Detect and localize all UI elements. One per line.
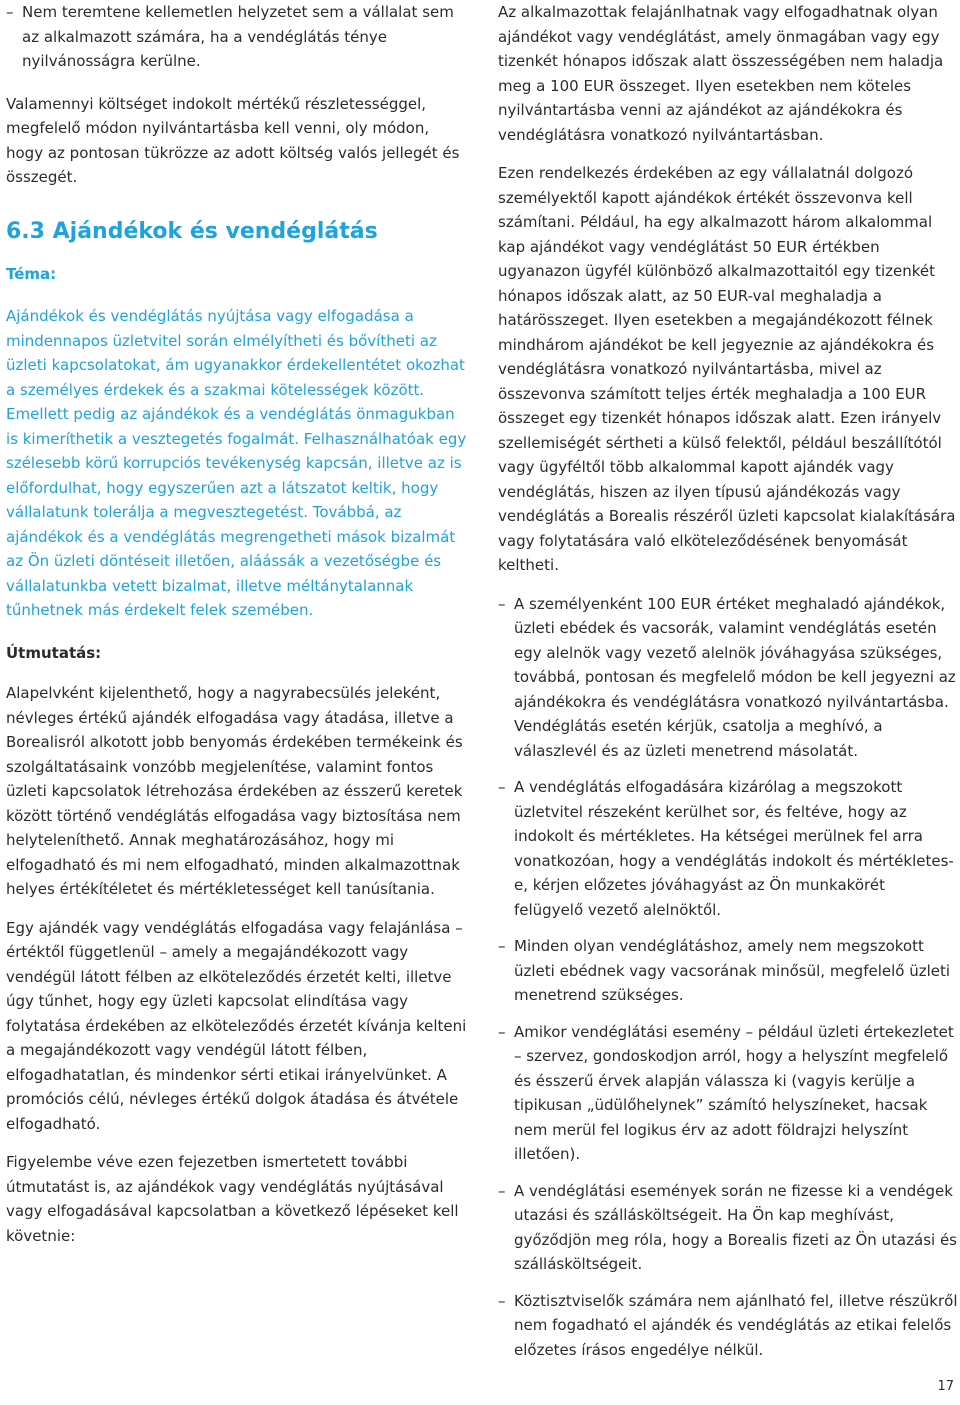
bullet-dash: – [498, 937, 506, 955]
list-item [498, 1289, 958, 1363]
list-item [498, 934, 958, 1008]
list-item-text: Köztisztviselők számára nem ajánlható fel, illetve részükről nem fogadható el ajándék és vendéglátás az etikai felelős előzetes írásos engedélye nélkül. [514, 1291, 958, 1359]
allowance-paragraph: Az alkalmazottak felajánlhatnak vagy elfogadhatnak olyan ajándékot vagy vendéglátást, amely önmagában vagy egy tizenkét hónapos időszak alatt összességében nem haladja meg a 100 EUR összeget. Ilyen esetekben nem köteles nyilvántartásba venni az ajándékot az ajándékokra és vendéglátásra vonatkozó nyilvántartásban. [498, 3, 944, 144]
intro-bullet [6, 0, 468, 74]
bullet-dash: – [498, 1181, 506, 1200]
right-column [498, 0, 958, 1374]
bullet-dash: – [498, 778, 506, 796]
left-column [6, 0, 468, 1262]
list-item-text: A vendéglátás elfogadására kizárólag a megszokott üzletvitel részeként kerülhet sor, és feltéve, hogy az indokolt és mértékletes. Ha kétségei merülnek fel arra vonatkozóan, hogy a vendéglátás indokolt és mértékletes-e, kérjen előzetes jóváhagyást az Ön munkakörét felügyelő vezető alelnöktől. [514, 778, 954, 919]
list-item [498, 1179, 958, 1277]
intro-bullet-text: Nem teremtene kellemetlen helyzetet sem a vállalat sem az alkalmazott számára, ha a vendéglátás ténye nyilvánosságra kerülne. [22, 3, 454, 70]
cost-record-paragraph: Valamennyi költséget indokolt mértékű részletességgel, megfelelő módon nyilvántartásba kell venni, oly módon, hogy az pontosan tükrözze az adott költség valós jellegét és összegét. [6, 94, 460, 186]
topic-paragraph: Ajándékok és vendéglátás nyújtása vagy elfogadása a mindennapos üzletvitel során elmélyítheti és bővítheti az üzleti kapcsolatokat, ám ugyanakkor érdekellentétet okozhat a személyes érdekek és a szakmai kötelességek között. Emellett pedig az ajándékok és a vendéglátás önmagukban is kimeríthetik a vesztegetés fogalmát. Felhasználhatóak egy szélesebb körű korrupciós tevékenység kapcsán, illetve az is előfordulhat, hogy egyszerűen azt a látszatot keltik, hogy vállalatunk tolerálja a megvesztegetést. Továbbá, az ajándékok és a vendéglátás megrengetheti mások bizalmát az Ön üzleti döntéseit illetően, aláássák a vezetőségbe és vállalatunkba vetett bizalmat, illetve méltánytalannak tűnhetnek más érdekelt felek szemében. [6, 307, 467, 619]
list-item-text: A vendéglátási események során ne fizesse ki a vendégek utazási és szállásköltségeit. Ha Ön kap meghívást, győződjön meg róla, hogy a Borealis fizeti az Ön utazási és szállásköltségeit. [514, 1181, 957, 1273]
bullet-dash: – [498, 1022, 506, 1041]
list-item [498, 1020, 958, 1167]
aggregation-paragraph: Ezen rendelkezés érdekében az egy vállalatnál dolgozó személyektől kapott ajándékok értékét összevonva kell számítani. Például, ha egy alkalmazott három alkalommal kap ajándékot vagy vendéglátást 50 EUR értékben ugyanazon ügyfél különböző alkalmazottaitól egy tizenkét hónapos időszak alatt, az 50 EUR-val meghaladja a határösszeget. Ilyen esetekben a megajándékozott félnek mindhárom ajándékot be kell jegyeznie az ajándékokra és vendéglátásra vonatkozó nyilvántartásba, mivel az összevonva számított teljes érték meghaladja a 100 EUR összeget egy tizenkét hónapos időszak alatt. Ezen irányelv szellemiségét sértheti a külső felektől, például beszállítótól vagy ügyféltől több alkalommal kapott ajándék vagy vendéglátás, hiszen az ilyen típusú ajándékozás vagy vendéglátás a Borealis részéről üzleti kapcsolat kialakítására vagy folytatására való elköteleződésének benyomását keltheti. [498, 164, 956, 574]
page-number: 17 [937, 1378, 954, 1394]
section-title: 6.3 Ajándékok és vendéglátás [6, 218, 378, 244]
guide-paragraph-2: Egy ajándék vagy vendéglátás elfogadása vagy felajánlása – értéktől függetlenül – amely a megajándékozott vagy vendégül látott félben az elköteleződés érzetét kelti, illetve úgy tűnhet, hogy egy üzleti kapcsolat elindítása vagy folytatása érdekében az elköteleződés érzetét kívánja kelteni a megajándékozott vagy vendégül látott félben, elfogadhatatlan, és mindenkor sérti etikai irányelvünket. A promóciós célú, névleges értékű dolgok átadása és átvétele elfogadható. [6, 918, 467, 1133]
bullet-dash: – [498, 594, 506, 613]
list-item-text: A személyenként 100 EUR értéket meghaladó ajándékok, üzleti ebédek és vacsorák, valamint vendéglátás esetén egy alelnök vagy vezető alelnök jóváhagyása szükséges, továbbá, pontosan és megfelelő módon be kell jegyezni az ajándékokra és vendéglátásra vonatkozó nyilvántartásba. Vendéglátás esetén kérjük, csatolja a meghívó, a válaszlevél és az üzleti menetrend másolatát. [514, 594, 956, 760]
bullet-dash: – [6, 3, 14, 21]
list-item [498, 592, 958, 764]
guide-label: Útmutatás: [6, 643, 102, 662]
topic-label: Téma: [6, 264, 57, 283]
list-item-text: Amikor vendéglátási esemény – például üzleti értekezletet – szervez, gondoskodjon arról, hogy a helyszínt megfelelő és ésszerű érvek alapján válassza ki (vagyis kerülje a tipikusan „üdülőhelynek” számító helyszíneket, hacsak nem merül fel logikus érv az adott földrajzi helyszínt illetően). [514, 1022, 954, 1163]
list-item [498, 775, 958, 922]
guide-paragraph-3: Figyelembe véve ezen fejezetben ismertetett további útmutatást is, az ajándékok vagy vendéglátás nyújtásával vagy elfogadásával kapcsolatban a következő lépéseket kell követnie: [6, 1153, 459, 1245]
list-item-text: Minden olyan vendéglátáshoz, amely nem megszokott üzleti ebédnek vagy vacsorának minősül, megfelelő üzleti menetrend szükséges. [514, 937, 951, 1004]
bullet-dash: – [498, 1291, 506, 1310]
guide-paragraph-1: Alapelvként kijelenthető, hogy a nagyrabecsülés jeleként, névleges értékű ajándék elfogadása vagy átadása, illetve a Borealisról alkotott jobb benyomás érdekében termékeink és szolgáltatásaink vonzóbb megjelenítése, valamint fontos üzleti kapcsolatok létrehozása érdekében az ésszerű keretek között történő vendéglátás elfogadása vagy biztosítása nem helyteleníthető. Annak meghatározásához, hogy mi elfogadható és mi nem elfogadható, minden alkalmazottnak helyes értékítéletet és mértékletességet kell tanúsítania. [6, 684, 463, 898]
